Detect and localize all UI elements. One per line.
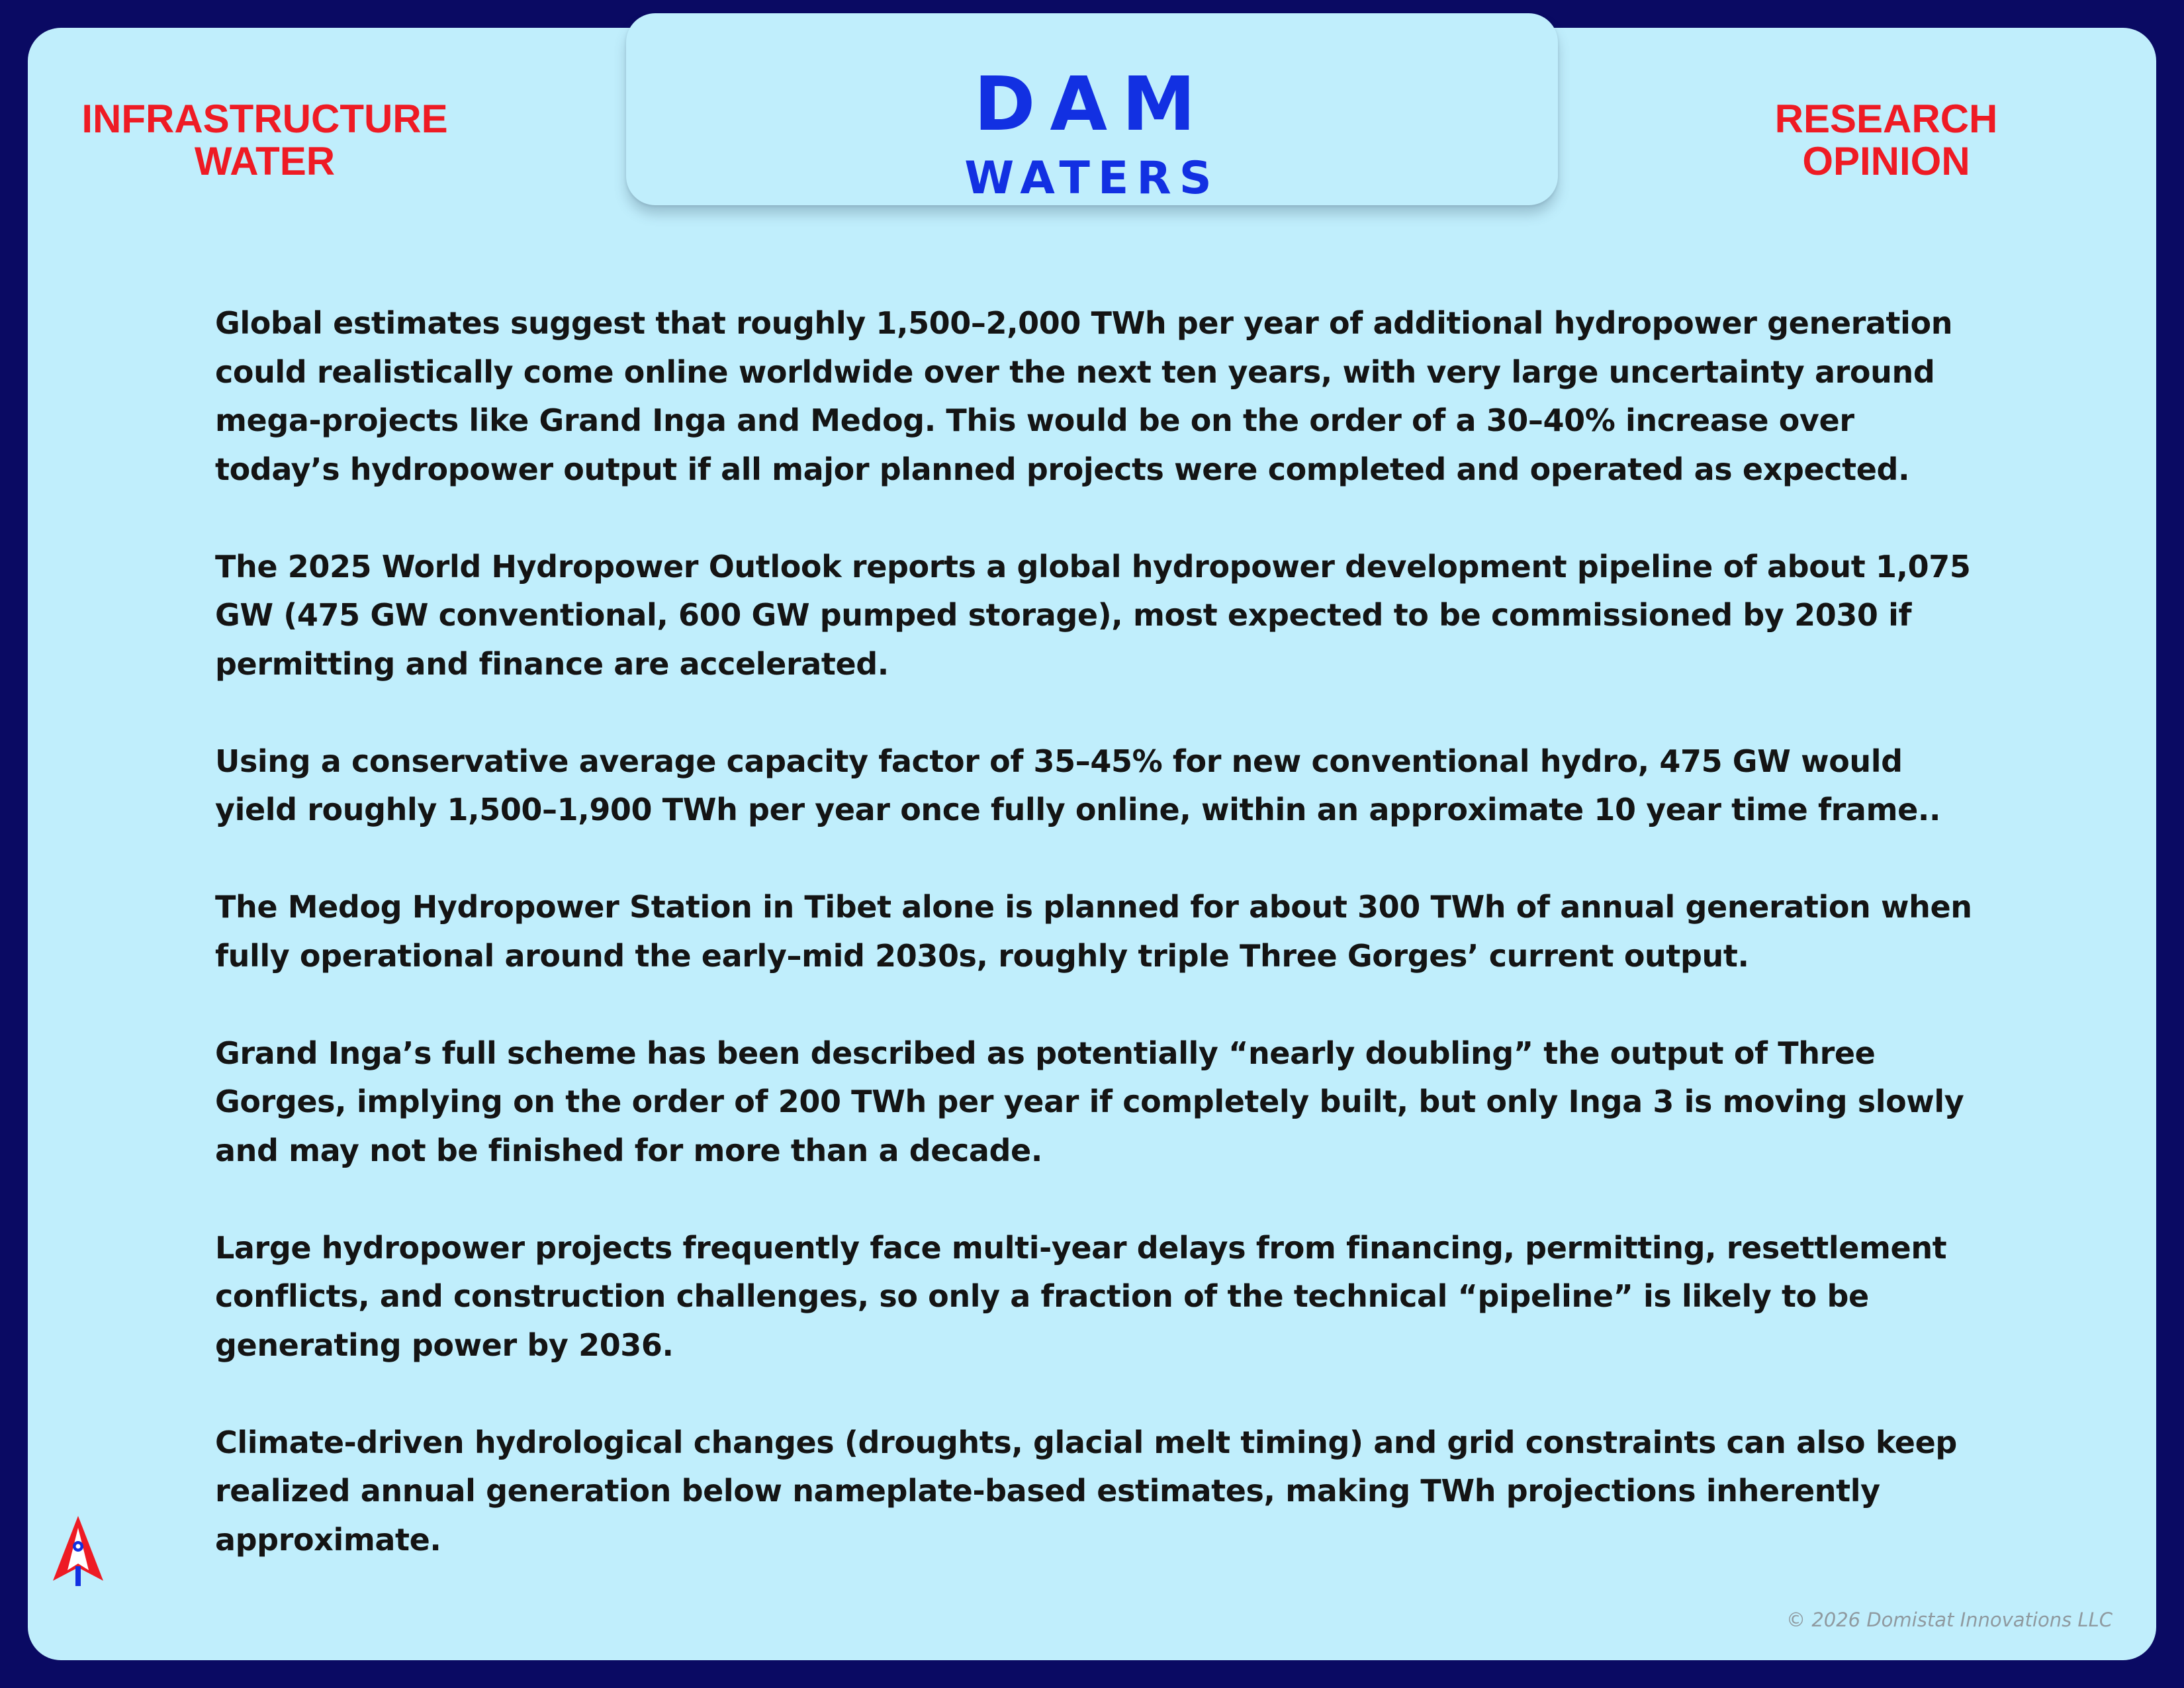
copyright-text: © 2026 Domistat Innovations LLC: [1786, 1609, 2113, 1631]
page-subtitle: WATERS: [964, 152, 1220, 205]
rocket-logo-icon: [52, 1513, 105, 1590]
title-tab: [626, 13, 1558, 205]
paragraph: Grand Inga’s full scheme has been described as potentially “nearly doubling” the output of Three Gorges, implying on the order of 200 TWh per year if completely built, but only Inga 3 is moving slowly and may not be finished for more than a decade.: [215, 1035, 1964, 1168]
type-label: [1655, 98, 2118, 183]
page-title: DAM: [974, 62, 1210, 148]
paragraph: The Medog Hydropower Station in Tibet alone is planned for about 300 TWh of annual generation when fully operational around the early–mid 2030s, roughly triple Three Gorges’ current output.: [215, 889, 1972, 974]
paragraph: Large hydropower projects frequently face multi-year delays from financing, permitting, resettlement conflicts, and construction challenges, so only a fraction of the technical “pipeline” is likely to be generating power by 2036.: [215, 1229, 1947, 1363]
category-label: [33, 98, 496, 183]
category-label-line-1: INFRASTRUCTURE: [81, 97, 448, 141]
category-label-line-2: WATER: [194, 139, 336, 183]
paragraph: The 2025 World Hydropower Outlook reports a global hydropower development pipeline of about 1,075 GW (475 GW conventional, 600 GW pumped storage), most expected to be commissioned by 2030 if permitting and finance are accelerated.: [215, 548, 1971, 682]
type-label-line-1: RESEARCH: [1774, 97, 1998, 141]
paragraph: Global estimates suggest that roughly 1,500–2,000 TWh per year of additional hydropower generation could realistically come online worldwide over the next ten years, with very large uncertainty around mega-projects like Grand Inga and Medog. This would be on the order of a 30–40% increase over today’s hydropower output if all major planned projects were completed and operated as expected.: [215, 305, 1953, 487]
type-label-line-2: OPINION: [1802, 139, 1970, 183]
paragraph: Climate-driven hydrological changes (droughts, glacial melt timing) and grid constraints can also keep realized annual generation below nameplate-based estimates, making TWh projections inherently approximate.: [215, 1424, 1957, 1558]
paragraph: Using a conservative average capacity factor of 35–45% for new conventional hydro, 475 GW would yield roughly 1,500–1,900 TWh per year once fully online, within an approximate 10 year time frame..: [215, 743, 1941, 827]
article-body: [215, 299, 1989, 1613]
